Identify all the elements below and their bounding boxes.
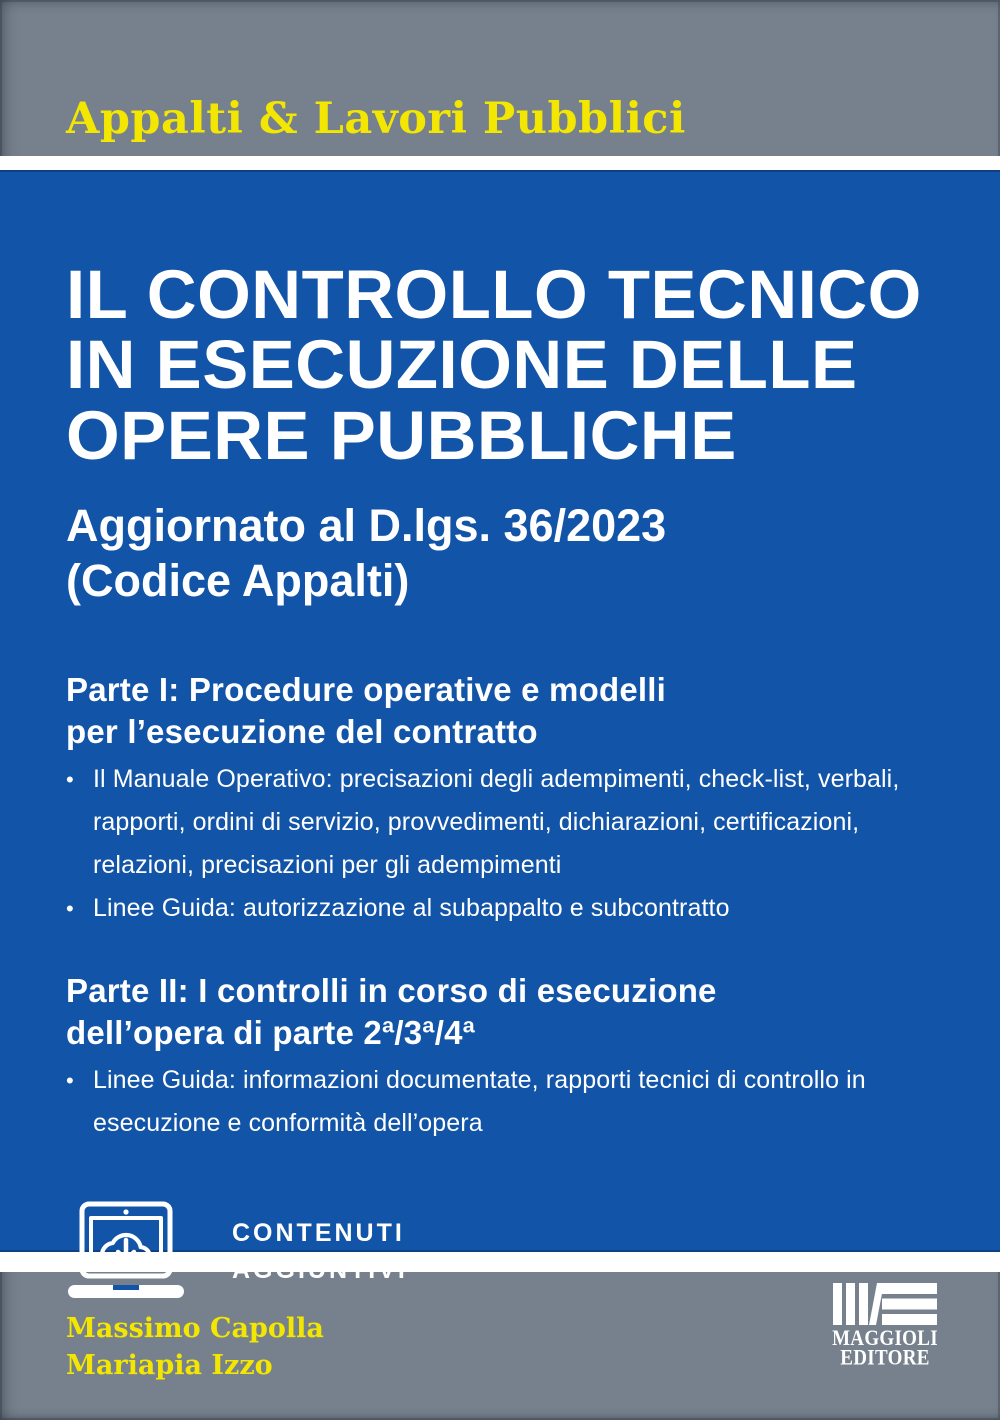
bullet-text: Il Manuale Operativo: precisazioni degli adempimenti, check-list, verbali, rapporti, ordini di servizio, provvedimenti, dichiarazioni, certificazioni, relazioni, precisazioni per gli adempimenti — [93, 764, 900, 879]
series-header-band — [0, 0, 1000, 156]
series-title: Appalti & Lavori Pubblici — [66, 94, 686, 144]
book-title-line: IN ESECUZIONE DELLE — [66, 326, 858, 404]
publisher-name-line: EDITORE — [840, 1346, 930, 1371]
part1-heading — [66, 669, 942, 753]
bullet-dot: • — [66, 895, 74, 921]
book-title — [66, 256, 942, 474]
divider-bottom — [0, 1252, 1000, 1272]
book-subtitle — [66, 498, 942, 609]
bullet-dot: • — [66, 1067, 74, 1093]
publisher-name — [832, 1326, 938, 1371]
list-item — [66, 758, 942, 887]
maggioli-monogram-icon — [833, 1283, 937, 1325]
list-item — [66, 887, 942, 930]
footer-band — [0, 1272, 1000, 1420]
book-subtitle-line: Aggiornato al D.lgs. 36/2023 — [66, 500, 667, 552]
part2-heading-line: dell’opera di parte 2ª/3ª/4ª — [66, 1013, 476, 1051]
part1-heading-line: per l’esecuzione del contratto — [66, 712, 538, 750]
part1-bullet-list — [66, 758, 942, 930]
publisher-logo-block — [832, 1283, 938, 1371]
part2-heading-line: Parte II: I controlli in corso di esecuzione — [66, 971, 717, 1009]
publisher-name-line: MAGGIOLI — [832, 1326, 938, 1351]
badge-text-line: CONTENUTI — [232, 1218, 405, 1247]
part2-heading — [66, 970, 942, 1054]
author-name: Mariapia Izzo — [66, 1350, 273, 1381]
list-item — [66, 1059, 942, 1145]
divider-top — [0, 156, 1000, 170]
bullet-text: Linee Guida: autorizzazione al subappalto e subcontratto — [93, 893, 730, 922]
book-title-line: IL CONTROLLO TECNICO — [66, 256, 922, 333]
author-name: Massimo Capolla — [66, 1313, 324, 1344]
part1-section — [66, 669, 942, 930]
part2-bullet-list — [66, 1059, 942, 1145]
bullet-dot: • — [66, 766, 74, 792]
bullet-text: Linee Guida: informazioni documentate, rapporti tecnici di controllo in esecuzione e conformità dell’opera — [93, 1065, 866, 1137]
book-subtitle-line: (Codice Appalti) — [66, 555, 410, 607]
cover-main-panel — [0, 170, 1000, 1252]
authors-block — [66, 1310, 324, 1384]
part1-heading-line: Parte I: Procedure operative e modelli — [66, 670, 666, 708]
book-title-line: OPERE PUBBLICHE — [66, 396, 737, 474]
part2-section — [66, 970, 942, 1145]
